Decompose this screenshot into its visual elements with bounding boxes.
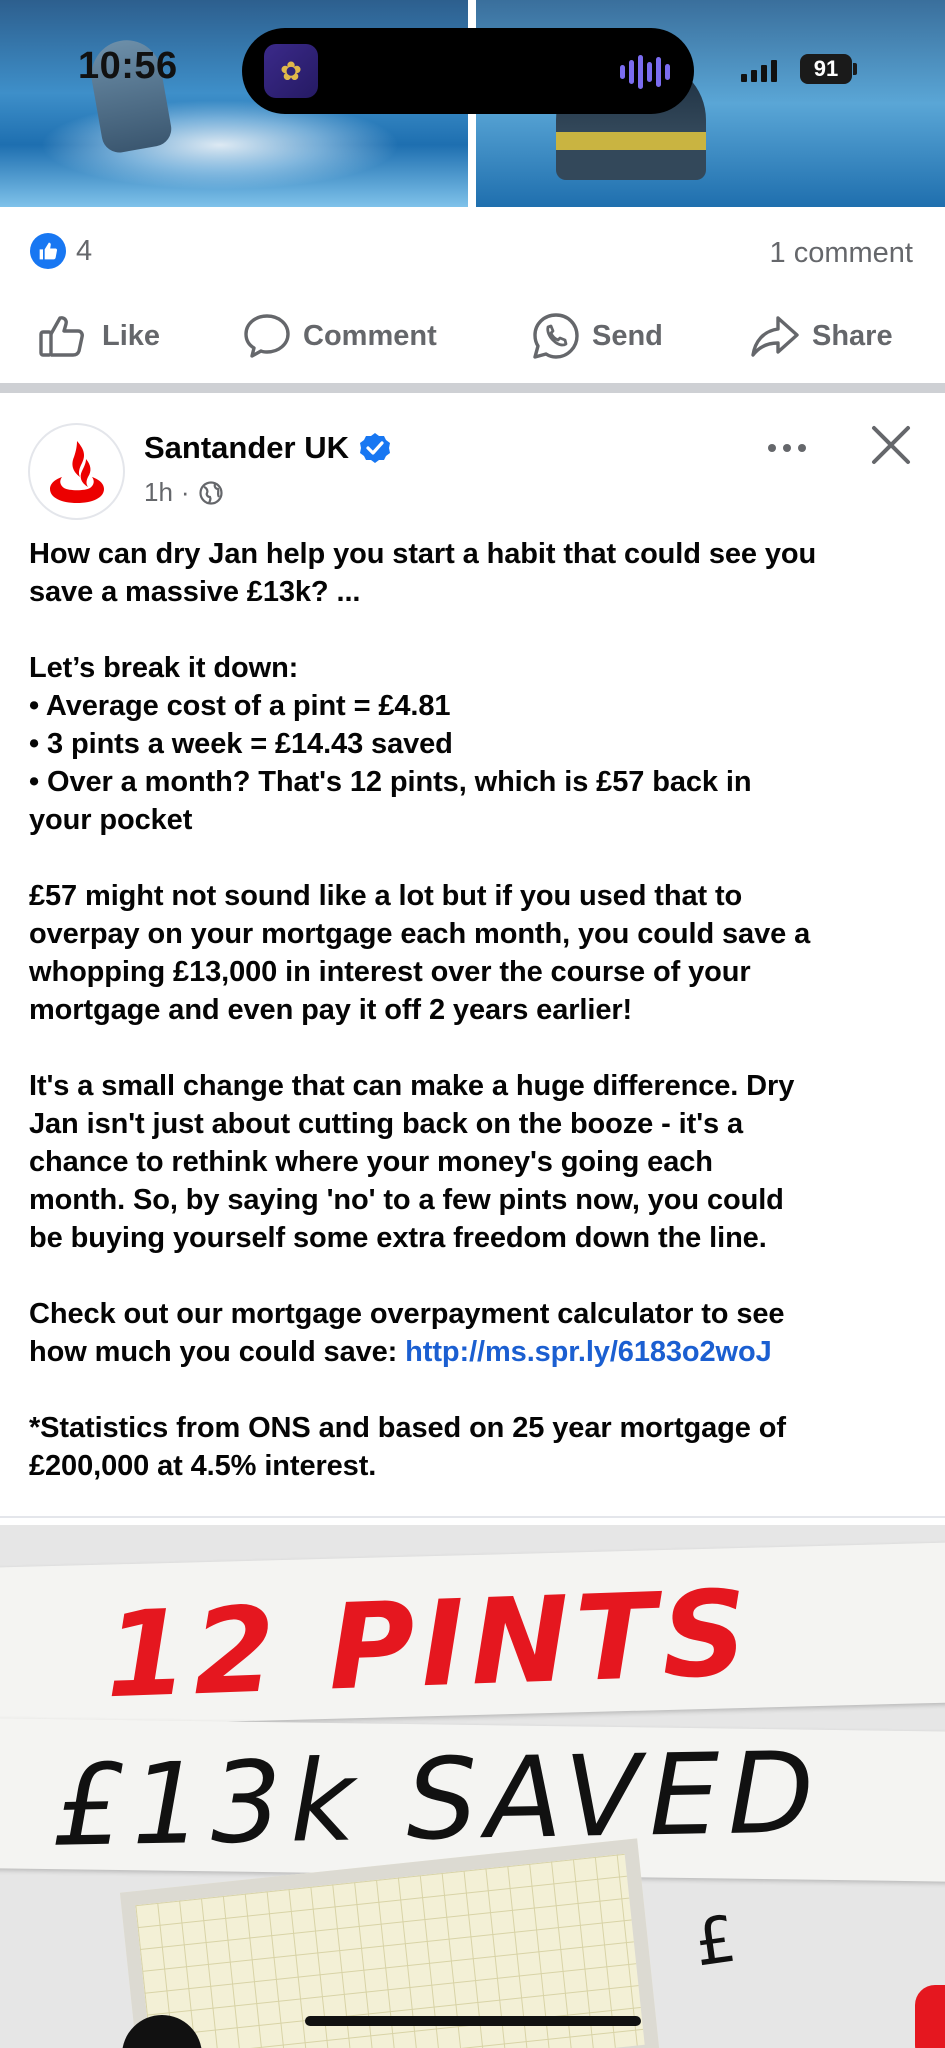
status-time: 10:56 <box>78 45 178 87</box>
text-line: chance to rethink where your money's going each <box>29 1146 713 1178</box>
post-text <box>29 535 924 1485</box>
like-button[interactable] <box>38 305 160 367</box>
more-options-button[interactable] <box>762 430 812 466</box>
comment-count-link[interactable]: 1 comment <box>769 237 913 269</box>
red-decoration <box>915 1985 945 2048</box>
pound-doodle: £ <box>690 1902 741 1982</box>
bullet-item: • 3 pints a week = £14.43 saved <box>29 728 453 760</box>
share-arrow-icon <box>750 314 800 358</box>
post-paragraph <box>29 649 924 839</box>
meta-separator: · <box>180 477 190 507</box>
text-line: whopping £13,000 in interest over the course of your <box>29 956 751 988</box>
text-line: be buying yourself some extra freedom down the line. <box>29 1222 767 1254</box>
post-paragraph <box>29 535 924 611</box>
comment-label: Comment <box>303 319 437 352</box>
page-avatar[interactable] <box>28 423 125 520</box>
close-icon[interactable] <box>868 422 914 468</box>
like-reaction-icon <box>30 233 66 269</box>
text-line: Let’s break it down: <box>29 652 299 684</box>
battery-icon: 91 <box>800 54 852 84</box>
text-line: overpay on your mortgage each month, you could save a <box>29 918 811 950</box>
text-fragment: how much you could save: <box>29 1336 406 1368</box>
send-button[interactable] <box>532 305 663 367</box>
post-paragraph <box>29 1067 924 1257</box>
comment-bubble-icon <box>243 313 291 359</box>
dot <box>783 444 791 452</box>
post-paragraph <box>29 1409 924 1485</box>
text-line: save a massive £13k? ... <box>29 576 361 608</box>
image-headline-top: 12 PINTS <box>102 1563 756 1725</box>
text-line: Check out our mortgage overpayment calculator to see <box>29 1298 785 1330</box>
reaction-count: 4 <box>76 234 93 267</box>
post-image[interactable] <box>0 1525 945 2048</box>
text-line: £57 might not sound like a lot but if you used that to <box>29 880 743 912</box>
text-line: £200,000 at 4.5% interest. <box>29 1450 377 1482</box>
home-indicator[interactable] <box>305 2016 641 2026</box>
page-name-text: Santander UK <box>144 430 349 465</box>
santander-flame-logo-icon <box>42 437 112 507</box>
share-button[interactable] <box>750 305 893 367</box>
image-headline-bottom: £13k SAVED <box>50 1728 824 1872</box>
text-line: It's a small change that can make a huge difference. Dry <box>29 1070 795 1102</box>
comment-button[interactable] <box>243 305 437 367</box>
dot <box>798 444 806 452</box>
calculator-link[interactable]: http://ms.spr.ly/6183o2woJ <box>405 1336 772 1368</box>
send-label: Send <box>592 319 663 352</box>
reactions-summary[interactable] <box>30 233 92 269</box>
now-playing-app-icon: ✿ <box>264 44 318 98</box>
post-action-bar <box>0 305 945 367</box>
text-line: *Statistics from ONS and based on 25 year mortgage of <box>29 1412 786 1444</box>
text-line: your pocket <box>29 804 193 836</box>
dot <box>768 444 776 452</box>
battery-tip <box>853 63 857 75</box>
page-name[interactable] <box>144 430 391 466</box>
share-label: Share <box>812 319 893 352</box>
like-label: Like <box>102 319 161 352</box>
public-globe-icon <box>198 480 224 506</box>
text-line: Jan isn't just about cutting back on the booze - it's a <box>29 1108 744 1140</box>
text-image-separator <box>0 1516 945 1518</box>
bullet-item: • Over a month? That's 12 pints, which is £57 back in <box>29 766 752 798</box>
dynamic-island[interactable] <box>242 28 694 114</box>
verified-badge-icon <box>359 432 391 464</box>
text-line: month. So, by saying 'no' to a few pints now, you could <box>29 1184 784 1216</box>
post-meta <box>144 477 224 508</box>
post-time[interactable]: 1h <box>144 477 173 507</box>
audio-wave-icon <box>620 54 670 90</box>
messenger-whatsapp-icon <box>532 312 580 360</box>
text-line: mortgage and even pay it off 2 years earlier! <box>29 994 633 1026</box>
post-paragraph <box>29 877 924 1029</box>
text-line: How can dry Jan help you start a habit that could see you <box>29 538 817 570</box>
text-line <box>29 1333 924 1371</box>
post-paragraph <box>29 1295 924 1371</box>
bullet-item: • Average cost of a pint = £4.81 <box>29 690 451 722</box>
feed-divider <box>0 383 945 393</box>
thumbs-up-icon <box>38 314 90 358</box>
cellular-signal-icon <box>741 60 777 82</box>
